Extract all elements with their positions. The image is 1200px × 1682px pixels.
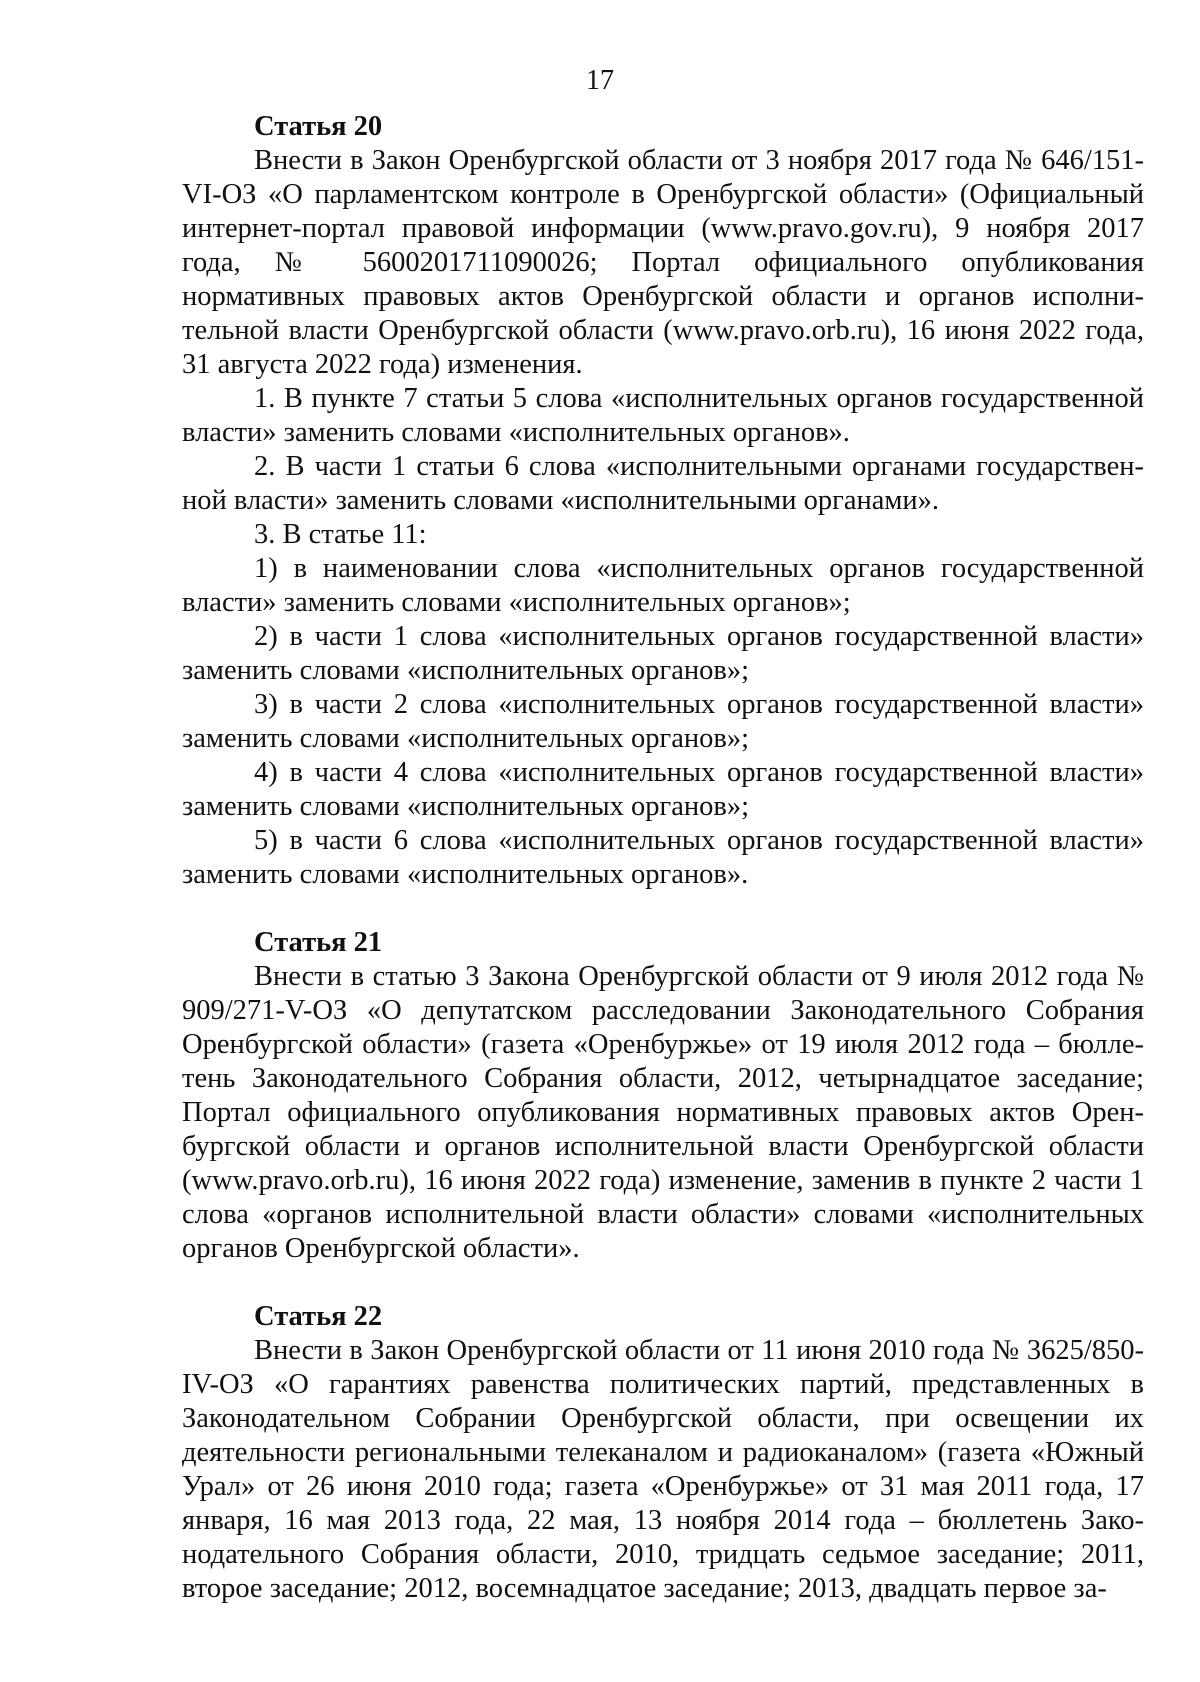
article-paragraph: 1. В пункте 7 статьи 5 слова «исполнительных органов государственной власти» заменить словами «исполнительных органов». [182, 383, 1144, 448]
article-paragraph: 1) в наименовании слова «исполнительных органов государственной власти» заменить словами «исполнительных органов»; [182, 553, 1144, 618]
article-paragraph: 5) в части 6 слова «исполнительных органов государственной власти» заменить словами «исполнительных органов». [182, 825, 1144, 890]
article-paragraph: 2. В части 1 статьи 6 слова «исполнительными органами государственной власти» заменить словами «исполнительными органами». [182, 451, 1144, 516]
article-title: Статья 22 [254, 1301, 383, 1332]
article-paragraph: 2) в части 1 слова «исполнительных органов государственной власти» заменить словами «исполнительных органов»; [182, 621, 1144, 686]
article-paragraph: Внести в статью 3 Закона Оренбургской области от 9 июля 2012 года № 909/271-V-ОЗ «О депутатском расследовании Законодательного Собрания Оренбургской области» (газета «Оренбуржье» от 19 июля 2012 года – бюллетень Законодательного Собрания области, 2012, четырнадцатое заседание; Портал официального опубликования нормативных правовых актов Оренбургской области и органов исполнительной власти Оренбургской области (www.pravo.orb.ru), 16 июня 2022 года) изменение, заменив в пункте 2 части 1 слова «органов исполнительной власти области» словами «исполнительных органов Оренбургской области». [182, 961, 1144, 1264]
article-paragraph: Внести в Закон Оренбургской области от 11 июня 2010 года № 3625/850-IV-ОЗ «О гарантиях равенства политических партий, представленных в Законодательном Собрании Оренбургской области, при освещении их деятельности региональными телеканалом и радиоканалом» (газета «Южный Урал» от 26 июня 2010 года; газета «Оренбуржье» от 31 мая 2011 года, 17 января, 16 мая 2013 года, 22 мая, 13 ноября 2014 года – бюллетень Законодательного Собрания области, 2010, тридцать седьмое заседание; 2011, второе заседание; 2012, восемнадцатое заседание; 2013, двадцать первое за- [182, 1335, 1144, 1604]
document-body [182, 110, 1144, 1606]
article-title: Статья 20 [254, 111, 383, 142]
article-paragraph: 3. В статье 11: [254, 519, 427, 550]
article-paragraph: 4) в части 4 слова «исполнительных органов государственной власти» заменить словами «исполнительных органов»; [182, 757, 1144, 822]
article-21 [182, 926, 1144, 1266]
article-title: Статья 21 [254, 927, 383, 958]
article-paragraph: 3) в части 2 слова «исполнительных органов государственной власти» заменить словами «исполнительных органов»; [182, 689, 1144, 754]
page-number: 17 [586, 65, 614, 96]
article-22 [182, 1300, 1144, 1606]
article-20 [182, 110, 1144, 892]
article-paragraph: Внести в Закон Оренбургской области от 3 ноября 2017 года № 646/151-VI-ОЗ «О парламентском контроле в Оренбургской области» (Официальный интернет-портал правовой информации (www.pravo.gov.ru), 9 ноября 2017 года, № 5600201711090026; Портал официального опубликования нормативных правовых актов Оренбургской области и органов исполнительной власти Оренбургской области (www.pravo.orb.ru), 16 июня 2022 года, 31 августа 2022 года) изменения. [182, 145, 1144, 380]
